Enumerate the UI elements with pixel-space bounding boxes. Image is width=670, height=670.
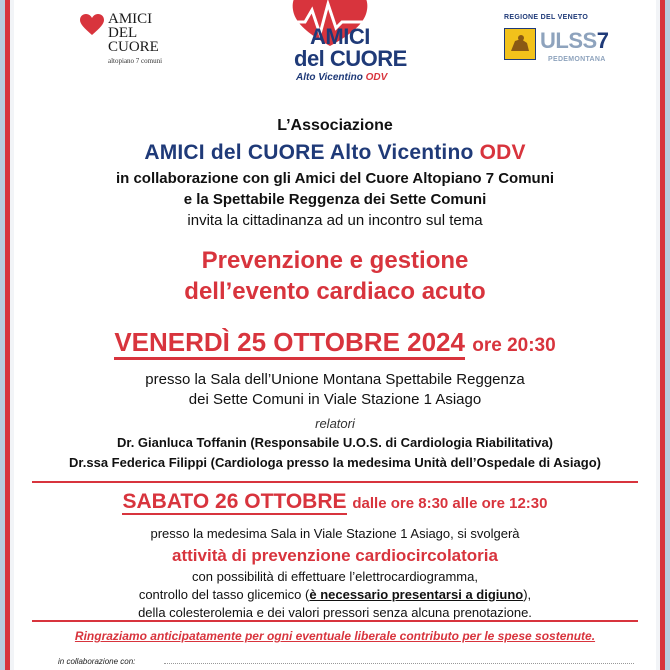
logo-right-subtitle: PEDEMONTANA <box>548 56 606 63</box>
event1-date: VENERDÌ 25 OTTOBRE 2024 <box>114 327 465 360</box>
event2-detail-line3: della colesterolemia e dei valori pressori senza alcuna prenotazione. <box>138 605 532 620</box>
logo-left-line3: CUORE <box>108 39 159 55</box>
event2-detail-line2-pre: controllo del tasso glicemico ( <box>138 587 310 602</box>
left-border-stripe <box>0 0 14 670</box>
footer-divider <box>32 620 638 622</box>
event2-place: presso la medesima Sala in Viale Stazione 1 Asiago, si svolgerà <box>150 526 520 541</box>
logo-right-ulss-number: 7 <box>596 28 609 53</box>
association-name-text: AMICI del CUORE Alto Vicentino <box>144 141 474 164</box>
logo-amici-cuore-alto-vicentino <box>250 0 440 100</box>
logo-right-region: REGIONE DEL VENETO <box>504 14 589 21</box>
event2-detail-line2 <box>14 587 656 602</box>
event2-fasting-note: è necessario presentarsi a digiuno <box>309 587 524 602</box>
logo-main-line3 <box>296 72 387 83</box>
logo-left-text <box>108 12 159 54</box>
logo-main-line2: del CUORE <box>294 46 407 71</box>
event1-place-line2: dei Sette Comuni in Viale Stazione 1 Asiago <box>188 391 482 408</box>
logo-main-line1: AMICI <box>310 24 370 49</box>
logo-left-line1: AMICI <box>108 11 153 27</box>
event1-speaker1: Dr. Gianluca Toffanin (Responsabile U.O.S. di Cardiologia Riabilitativa) <box>116 435 554 450</box>
heart-icon <box>80 14 104 36</box>
lion-of-venice-icon <box>504 28 536 60</box>
logo-left-line2: DEL <box>108 25 138 41</box>
event2-detail-line2-post: ), <box>523 587 532 602</box>
event2-date: SABATO 26 OTTOBRE <box>122 490 347 513</box>
logo-right-ulss <box>540 28 608 54</box>
topic-line1: Prevenzione e gestione <box>201 247 469 274</box>
logo-ulss7 <box>494 14 614 72</box>
association-odv: ODV <box>479 141 526 164</box>
event2-activity: attività di prevenzione cardiocircolatoria <box>172 546 498 565</box>
poster-page <box>14 0 656 670</box>
intro-association-label: L’Associazione <box>277 117 393 134</box>
logo-main-odv: ODV <box>365 72 388 83</box>
logo-left-subtitle: altopiano 7 comuni <box>108 57 163 65</box>
section-divider <box>32 481 638 483</box>
event2-detail-line1: con possibilità di effettuare l’elettrocardiogramma, <box>192 569 478 584</box>
footer-thanks: Ringraziamo anticipatamente per ogni eventuale liberale contributo per le spese sostenute. <box>74 629 596 643</box>
event2-time: dalle ore 8:30 alle ore 12:30 <box>352 495 548 512</box>
event1-place-line1: presso la Sala dell’Unione Montana Spettabile Reggenza <box>145 371 525 388</box>
event1-datetime <box>14 327 656 358</box>
footer-dotted-line <box>164 663 634 664</box>
event1-time: ore 20:30 <box>472 335 556 356</box>
intro-invitation: invita la cittadinanza ad un incontro sul tema <box>187 212 483 229</box>
right-border-stripe <box>656 0 670 670</box>
topic-line2: dell’evento cardiaco acuto <box>184 278 486 305</box>
logo-amici-cuore-altopiano <box>80 12 180 72</box>
intro-collaboration: in collaborazione con gli Amici del Cuore Altopiano 7 Comuni <box>115 170 555 187</box>
footer-collaboration-label: in collaborazione con: <box>58 657 136 666</box>
event1-speaker2: Dr.ssa Federica Filippi (Cardiologa presso la medesima Unità dell’Ospedale di Asiago) <box>69 455 601 470</box>
event2-datetime <box>14 490 656 514</box>
intro-spettabile: e la Spettabile Reggenza dei Sette Comuni <box>183 191 487 208</box>
logo-main-region: Alto Vicentino <box>296 72 363 83</box>
event1-speakers-label: relatori <box>315 416 355 431</box>
intro-association-name <box>14 141 656 165</box>
logo-right-ulss-text: ULSS <box>540 28 597 53</box>
